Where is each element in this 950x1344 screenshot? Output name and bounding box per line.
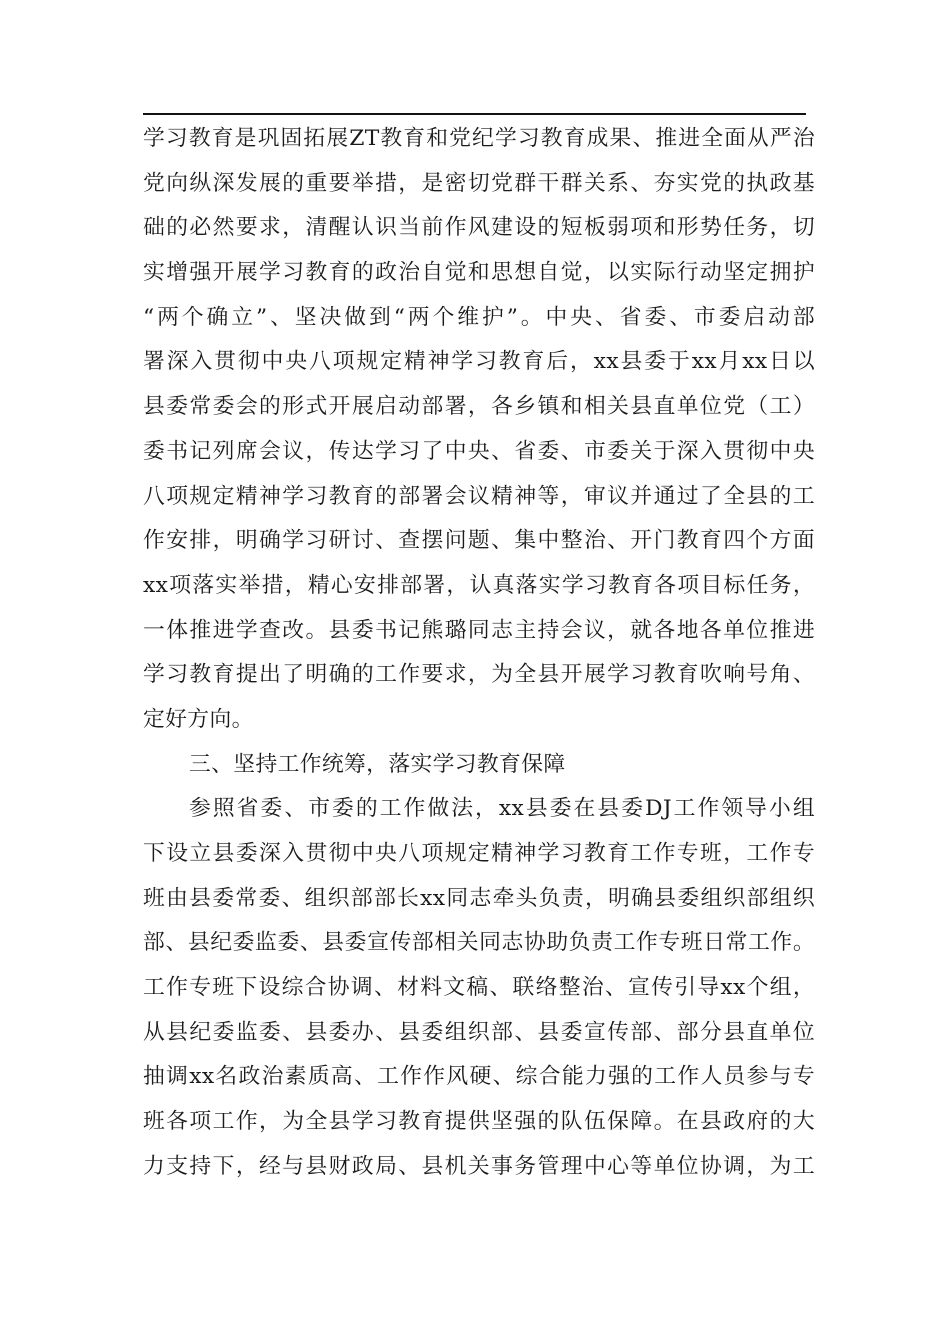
text-line: 学习教育提出了明确的工作要求，为全县开展学习教育吹响号角、 (143, 662, 815, 688)
text-line: 部、县纪委监委、县委宣传部相关同志协助负责工作专班日常工作。 (143, 930, 815, 956)
body-text (143, 117, 815, 1190)
text-line: “两个确立”、坚决做到“两个维护”。中央、省委、市委启动部 (143, 304, 815, 330)
text-line: 础的必然要求，清醒认识当前作风建设的短板弱项和形势任务，切 (143, 215, 815, 241)
text-line: 参照省委、市委的工作做法，xx县委在县委DJ工作领导小组 (189, 796, 815, 822)
text-line: xx项落实举措，精心安排部署，认真落实学习教育各项目标任务， (143, 572, 815, 598)
section-heading: 三、坚持工作统筹，落实学习教育保障 (189, 751, 566, 777)
text-line: 实增强开展学习教育的政治自觉和思想自觉，以实际行动坚定拥护 (143, 260, 815, 286)
text-line: 八项规定精神学习教育的部署会议精神等，审议并通过了全县的工 (143, 483, 815, 509)
text-line: 委书记列席会议，传达学习了中央、省委、市委关于深入贯彻中央 (143, 438, 815, 464)
text-line: 作安排，明确学习研讨、查摆问题、集中整治、开门教育四个方面 (143, 528, 815, 554)
text-line: 一体推进学查改。县委书记熊璐同志主持会议，就各地各单位推进 (143, 617, 815, 643)
text-line: 从县纪委监委、县委办、县委组织部、县委宣传部、部分县直单位 (143, 1019, 815, 1045)
header-rule (143, 113, 806, 115)
text-line: 学习教育是巩固拓展ZT教育和党纪学习教育成果、推进全面从严治 (143, 126, 815, 151)
text-line: 县委常委会的形式开展启动部署，各乡镇和相关县直单位党（工） (143, 394, 815, 420)
text-line: 定好方向。 (143, 706, 254, 732)
text-line: 工作专班下设综合协调、材料文稿、联络整治、宣传引导xx个组， (143, 975, 815, 1001)
text-line: 下设立县委深入贯彻中央八项规定精神学习教育工作专班，工作专 (143, 841, 815, 866)
text-line: 班各项工作，为全县学习教育提供坚强的队伍保障。在县政府的大 (143, 1109, 815, 1135)
text-line: 力支持下，经与县财政局、县机关事务管理中心等单位协调，为工 (143, 1153, 815, 1179)
text-line: 党向纵深发展的重要举措，是密切党群干群关系、夯实党的执政基 (143, 170, 815, 196)
text-line: 署深入贯彻中央八项规定精神学习教育后，xx县委于xx月xx日以 (143, 349, 815, 375)
text-line: 抽调xx名政治素质高、工作作风硬、综合能力强的工作人员参与专 (143, 1064, 815, 1090)
text-line: 班由县委常委、组织部部长xx同志牵头负责，明确县委组织部组织 (143, 885, 815, 911)
